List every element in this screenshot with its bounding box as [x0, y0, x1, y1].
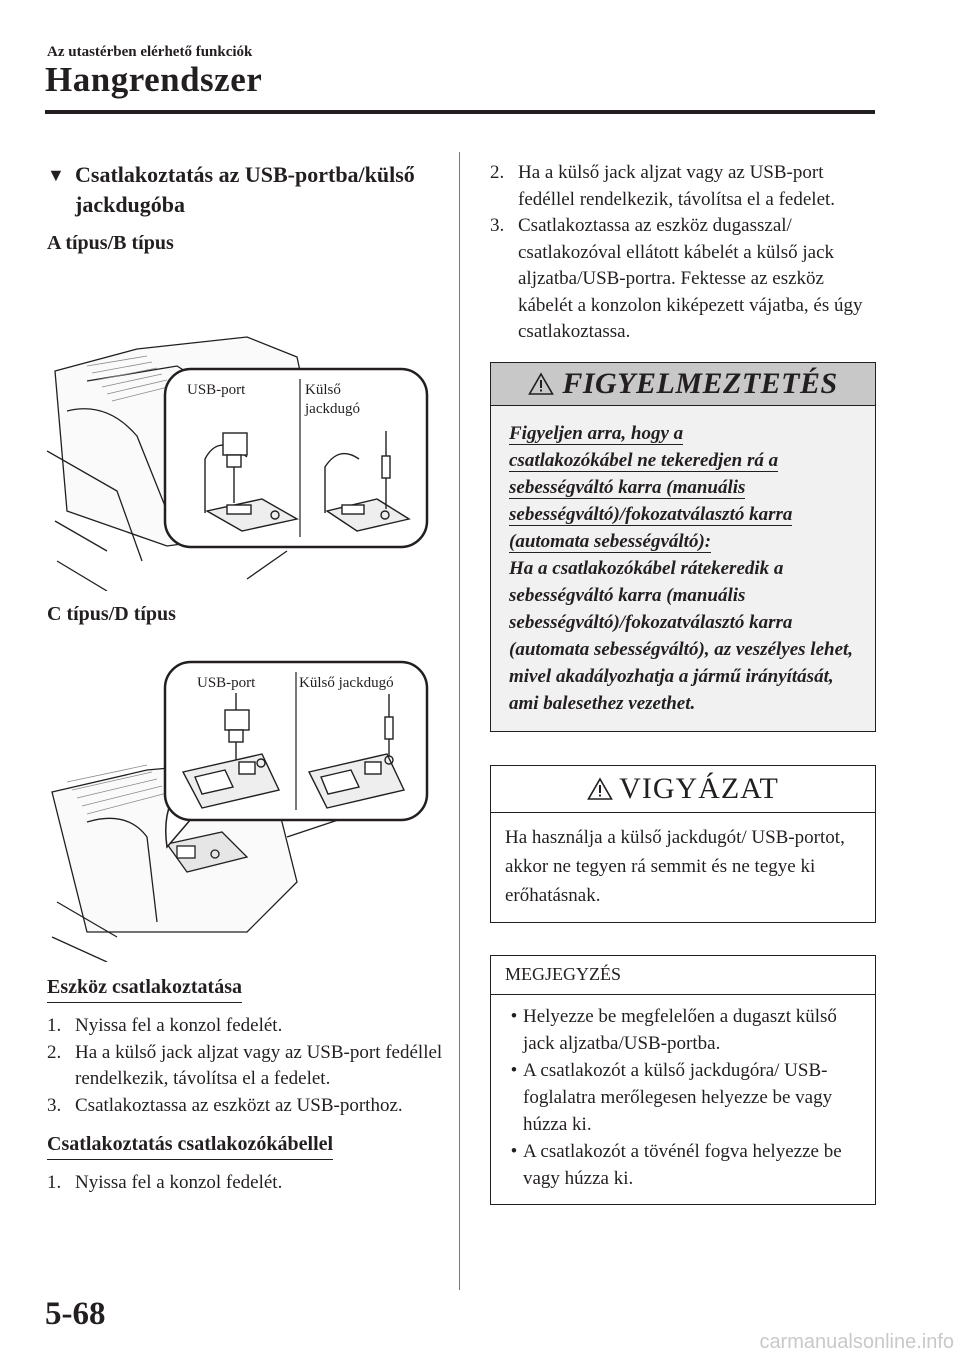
label-external-jack: Külső jackdugó	[299, 675, 394, 691]
warning-triangle-icon	[528, 372, 554, 396]
warning-lead-line: (automata sebességváltó):	[509, 530, 712, 552]
right-column	[490, 160, 876, 1205]
note-body	[491, 995, 875, 1204]
cable-steps	[47, 1170, 447, 1197]
caution-text: Ha használja a külső jackdugót/ USB-portot, akkor ne tegyen rá semmit és ne tegye ki erőhatásnak.	[505, 826, 845, 906]
section-subtitle: Az utastérben elérhető funkciók	[47, 44, 253, 60]
note-item: • A csatlakozót a tövénél fogva helyezze be vagy húzza ki.	[505, 1138, 863, 1192]
step-item: 2. Ha a külső jack aljzat vagy az USB-port fedéllel rendelkezik, távolítsa el a fedelet.	[490, 162, 836, 210]
label-external-jack: Külső jackdugó	[305, 381, 375, 419]
header-rule	[45, 110, 875, 114]
bullet-dot-icon: •	[510, 1140, 518, 1162]
page-number: 5-68	[45, 1296, 106, 1332]
cable-connect-heading: Csatlakoztatás csatlakozókábellel	[47, 1133, 333, 1160]
section-heading-text: Csatlakoztatás az USB-portba/külső jackdugóba	[75, 162, 415, 217]
note-item: • Helyezze be megfelelően a dugaszt külső jack aljzatba/USB-portba.	[505, 1003, 863, 1057]
warning-lead-line: Figyeljen arra, hogy a	[509, 422, 684, 444]
bullet-dot-icon: •	[510, 1059, 518, 1081]
step-item: 1. Nyissa fel a konzol fedelét.	[47, 1015, 283, 1036]
bullet-dot-icon: •	[510, 1005, 518, 1027]
column-divider	[459, 152, 460, 1290]
note-box	[490, 955, 876, 1205]
warning-body	[491, 406, 875, 731]
warning-title: FIGYELMEZTETÉS	[562, 366, 838, 400]
figure-usb-jack-ab	[47, 261, 447, 591]
caution-box	[490, 765, 876, 923]
figure2-heading: C típus/D típus	[47, 603, 176, 625]
caution-triangle-icon	[587, 777, 613, 801]
caution-header	[491, 766, 875, 813]
label-usb-port: USB-port	[187, 382, 246, 398]
figure-usb-jack-cd	[47, 632, 447, 962]
device-steps	[47, 1013, 447, 1119]
step-item: 3. Csatlakoztassa az eszközt az USB-porthoz.	[47, 1094, 403, 1116]
note-title: MEGJEGYZÉS	[491, 956, 875, 995]
warning-lead-line: sebességváltó)/fokozatválasztó karra	[509, 503, 793, 525]
left-column	[47, 160, 447, 1197]
chapter-title: Hangrendszer	[45, 60, 263, 99]
watermark: carmanualsonline.info	[759, 1331, 954, 1353]
cable-steps-continued	[490, 160, 876, 346]
step-item: 2. Ha a külső jack aljzat vagy az USB-port fedéllel rendelkezik, távolítsa el a fedelet.	[47, 1041, 443, 1089]
label-usb-port: USB-port	[197, 675, 256, 691]
triangle-bullet-icon: ▼	[47, 165, 65, 185]
note-item: • A csatlakozót a külső jackdugóra/ USB-foglalatra merőlegesen helyezze be vagy húzza ki.	[505, 1057, 863, 1138]
warning-box	[490, 362, 876, 732]
device-connect-heading: Eszköz csatlakoztatása	[47, 976, 242, 1003]
section-heading	[47, 160, 447, 220]
step-item: 1. Nyissa fel a konzol fedelét.	[47, 1172, 283, 1193]
warning-text: Ha a csatlakozókábel rátekeredik a sebességváltó karra (manuális sebességváltó)/fokozatválasztó karra (automata sebességváltó), az veszélyes lehet, mivel akadályozhatja a jármű irányítását, ami balesethez vezethet.	[509, 557, 854, 714]
console-illustration-ab	[47, 261, 447, 591]
step-item: 3. Csatlakoztassa az eszköz dugasszal/ csatlakozóval ellátott kábelét a külső jack aljzatba/USB-portra. Fektesse az eszköz kábelét a konzolon kiképezett vájatba, és úgy csatlakoztassa.	[490, 215, 863, 342]
figure1-heading: A típus/B típus	[47, 232, 174, 254]
warning-lead-line: csatlakozókábel ne tekeredjen rá a	[509, 449, 779, 471]
caution-title: VIGYÁZAT	[619, 771, 779, 805]
warning-lead-line: sebességváltó karra (manuális	[509, 476, 746, 498]
warning-header	[491, 363, 875, 406]
